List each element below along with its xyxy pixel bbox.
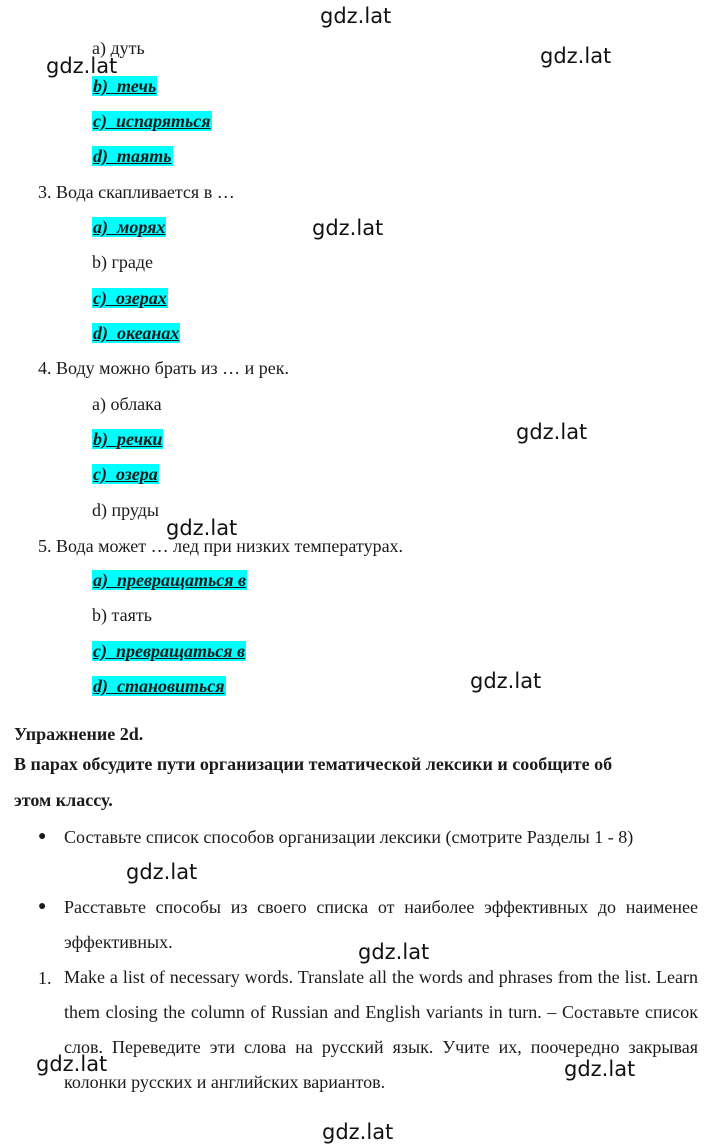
option-a-text: a) облака	[92, 394, 162, 414]
option-text: течь	[117, 76, 157, 96]
option-c-highlighted	[92, 286, 168, 310]
option-text: превращаться в	[117, 570, 247, 590]
watermark: gdz.lat	[540, 44, 612, 68]
bullet-icon: ●	[38, 829, 47, 844]
option-letter: b)	[93, 429, 108, 449]
option-text: превращаться в	[115, 641, 246, 661]
option-letter: d)	[93, 146, 108, 166]
bullet-text: Составьте список способов организации лексики (смотрите Разделы 1 - 8)	[64, 827, 634, 847]
watermark: gdz.lat	[166, 516, 238, 540]
option-c-highlighted	[92, 109, 212, 133]
item-text: Make a list of necessary words. Translate all the words and phrases from the list. Learn them closing the column of Russian and English variants in turn. – Составьте список слов. Переведите эти слова на русский язык. Учите их, поочередно закрывая колонки русских и английских вариантов.	[64, 967, 698, 1092]
option-letter: c)	[93, 641, 107, 661]
bullet-icon: ●	[38, 899, 47, 914]
watermark: gdz.lat	[320, 4, 392, 28]
watermark: gdz.lat	[358, 940, 430, 964]
watermark: gdz.lat	[36, 1052, 108, 1076]
option-d-text: d) пруды	[92, 500, 160, 520]
question-5: 5. Вода может … лед при низких температурах.	[38, 536, 404, 556]
watermark: gdz.lat	[312, 216, 384, 240]
option-text: речки	[117, 429, 163, 449]
option-letter: a)	[93, 570, 108, 590]
exercise-title: Упражнение 2d.	[14, 724, 144, 744]
option-text: становиться	[117, 676, 225, 696]
option-d-highlighted	[92, 144, 173, 168]
option-letter: c)	[93, 288, 107, 308]
option-a-highlighted	[92, 215, 166, 239]
option-c-highlighted	[92, 639, 246, 663]
exercise-instruction-line-1: В парах обсудите пути организации тематической лексики и сообщите об	[14, 754, 613, 774]
watermark: gdz.lat	[322, 1120, 394, 1144]
option-text: озерах	[115, 288, 167, 308]
item-number: 1.	[38, 968, 52, 988]
question-4: 4. Воду можно брать из … и рек.	[38, 358, 290, 378]
option-letter: d)	[93, 676, 108, 696]
option-b-text: b) граде	[92, 252, 154, 272]
exercise-instruction-line-2: этом классу.	[14, 790, 113, 810]
watermark: gdz.lat	[516, 420, 588, 444]
option-letter: b)	[93, 76, 108, 96]
option-letter: c)	[93, 464, 107, 484]
option-d-highlighted	[92, 674, 226, 698]
watermark: gdz.lat	[126, 860, 198, 884]
option-text: океанах	[117, 323, 180, 343]
watermark: gdz.lat	[564, 1057, 636, 1081]
option-a-text: a) дуть	[92, 38, 145, 58]
option-a-highlighted	[92, 568, 247, 592]
watermark: gdz.lat	[470, 669, 542, 693]
option-b-text: b) таять	[92, 605, 152, 625]
option-text: морях	[117, 217, 166, 237]
option-c-highlighted	[92, 462, 159, 486]
option-text: озера	[115, 464, 158, 484]
option-letter: c)	[93, 111, 107, 131]
option-d-highlighted	[92, 321, 180, 345]
option-b-highlighted	[92, 427, 163, 451]
option-letter: d)	[93, 323, 108, 343]
bullet-text: Расставьте способы из своего списка от наиболее эффективных до наименее эффективных.	[64, 897, 698, 952]
question-3: 3. Вода скапливается в …	[38, 182, 235, 202]
option-text: таять	[117, 146, 172, 166]
bullet-item	[38, 820, 698, 855]
watermark: gdz.lat	[46, 54, 118, 78]
option-text: испаряться	[115, 111, 211, 131]
option-letter: a)	[93, 217, 108, 237]
